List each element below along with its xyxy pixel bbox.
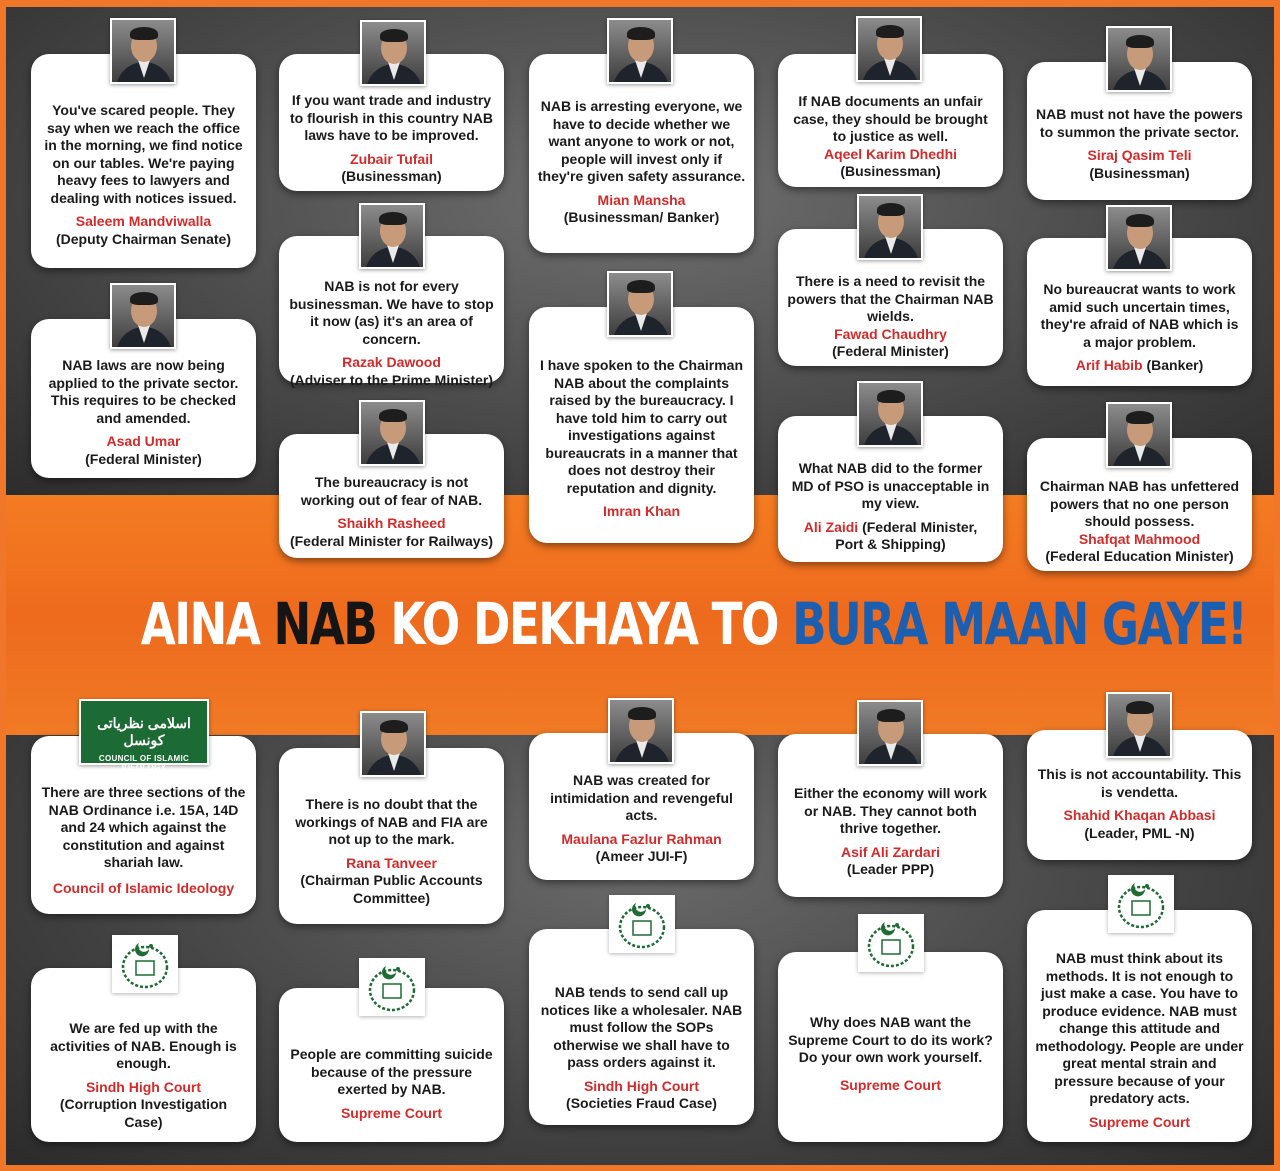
- headline: [140, 590, 1247, 658]
- speaker-name: Sindh High Court: [583, 1077, 700, 1094]
- speaker-role: (Federal Minister for Railways): [289, 532, 494, 549]
- quote-text: NAB laws are now being applied to the private sector. This requires to be checked and amended.: [48, 357, 239, 426]
- speaker-name: Supreme Court: [839, 1076, 942, 1093]
- headline-part-1: AINA: [140, 590, 274, 658]
- quote-text: This is not accountability. This is vendetta.: [1037, 766, 1242, 800]
- quote-text: What NAB did to the former MD of PSO is unacceptable in my view.: [791, 460, 990, 511]
- speaker-role: (Federal Minister,: [858, 518, 978, 535]
- quote-text: I have spoken to the Chairman NAB about the complaints raised by the bureaucracy. I have told him to carry out investigations against bureaucrats in a manner that does not destroy their reputation and dignity.: [539, 357, 744, 496]
- speaker-name: Supreme Court: [340, 1104, 443, 1121]
- portrait-chaudhry: [857, 194, 923, 260]
- portrait-dhedhi: [856, 16, 922, 82]
- headline-part-2: NAB: [273, 590, 377, 658]
- speaker-name: Siraj Qasim Teli: [1087, 147, 1192, 163]
- speaker-name: Saleem Mandviwalla: [75, 213, 212, 229]
- quote-text: NAB tends to send call up notices like a wholesaler. NAB must follow the SOPs otherwise we shall have to pass orders against it.: [540, 984, 743, 1070]
- quote-text: If you want trade and industry to flourish in this country NAB laws have to be improved.: [290, 92, 493, 143]
- quote-text: You've scared people. They say when we reach the office in the morning, we find notice on our tables. We're paying heavy fees to lawyers and dealing with notices issued.: [44, 102, 243, 206]
- speaker-role: (Federal Education Minister): [1045, 548, 1234, 564]
- headline-part-4: BURA MAAN GAYE!: [792, 590, 1247, 658]
- portrait-rasheed: [359, 400, 425, 466]
- quote-card-khan: [529, 307, 754, 543]
- portrait-umar: [110, 283, 176, 349]
- quote-text: NAB must think about its methods. It is not enough to just make a case. You have to produce evidence. NAB must change this attitude and methodology. People are under great mental strain and pressure because of your predatory acts.: [1035, 950, 1244, 1106]
- speaker-name: Council of Islamic Ideology: [52, 879, 235, 896]
- quote-text: NAB was created for intimidation and revengeful acts.: [550, 772, 733, 823]
- portrait-dawood: [359, 203, 425, 269]
- portrait-mandviwalla: [110, 18, 176, 84]
- court-seal-icon: [609, 895, 675, 953]
- portrait-tufail: [360, 20, 426, 86]
- council-of-islamic-ideology-logo: [79, 699, 209, 772]
- quote-card-sindh-high-court-2: [529, 929, 754, 1125]
- speaker-name: Asad Umar: [106, 433, 181, 449]
- speaker-name: Aqeel Karim Dhedhi: [823, 145, 958, 162]
- quote-card-sindh-high-court-1: [31, 968, 256, 1142]
- speaker-name: Razak Dawood: [342, 354, 441, 370]
- speaker-role: (Leader, PML -N): [1084, 824, 1195, 841]
- quote-text: Either the economy will work or NAB. They cannot both thrive together.: [794, 785, 987, 836]
- speaker-role: (Ameer JUI-F): [595, 848, 688, 864]
- speaker-name: Shafqat Mahmood: [1078, 530, 1201, 547]
- quote-card-mandviwalla: [31, 54, 256, 268]
- speaker-name: Asif Ali Zardari: [840, 843, 941, 860]
- speaker-role: (Corruption Investigation Case): [59, 1096, 228, 1130]
- quote-text: People are committing suicide because of the pressure exerted by NAB.: [290, 1046, 493, 1097]
- speaker-name: Shaikh Rasheed: [337, 515, 446, 531]
- logo-urdu: اسلامی نظریاتی کونسل: [97, 715, 191, 748]
- quote-text: The bureaucracy is not working out of fear of NAB.: [300, 474, 483, 508]
- speaker-name: Fawad Chaudhry: [834, 325, 947, 342]
- speaker-name: Rana Tanveer: [346, 854, 437, 871]
- portrait-teli: [1106, 26, 1172, 92]
- speaker-role: (Federal Minister): [832, 343, 949, 359]
- speaker-role: (Chairman Public Accounts Committee): [300, 872, 483, 906]
- speaker-name: Supreme Court: [1088, 1113, 1191, 1130]
- speaker-name: Ali Zaidi: [803, 518, 859, 535]
- portrait-zaidi: [857, 381, 923, 447]
- speaker-role: (Banker): [1142, 357, 1204, 373]
- speaker-name: Maulana Fazlur Rahman: [561, 830, 722, 847]
- speaker-role: (Federal Minister): [85, 450, 202, 467]
- quote-text: There is a need to revisit the powers that the Chairman NAB wields.: [787, 273, 994, 324]
- speaker-role: (Businessman): [1089, 164, 1190, 181]
- speaker-name: Imran Khan: [602, 503, 680, 519]
- quote-card-supreme-court-3: [1027, 910, 1252, 1142]
- court-seal-icon: [112, 935, 178, 993]
- speaker-name: Zubair Tufail: [350, 150, 433, 167]
- portrait-khan: [607, 271, 673, 337]
- portrait-abbasi: [1106, 692, 1172, 758]
- speaker-name: Mian Mansha: [597, 191, 686, 208]
- quote-text: NAB must not have the powers to summon the private sector.: [1036, 106, 1243, 140]
- portrait-fazl: [608, 698, 674, 764]
- speaker-role-line2: Port & Shipping): [835, 536, 946, 552]
- quote-text: There are three sections of the NAB Ordinance i.e. 15A, 14D and 24 which against the constitution and against shariah law.: [41, 784, 246, 870]
- portrait-tanveer: [360, 711, 426, 777]
- quote-text: Why does NAB want the Supreme Court to do its work? Do your own work yourself.: [788, 1014, 993, 1065]
- court-seal-icon: [858, 914, 924, 972]
- portrait-zardari: [857, 700, 923, 766]
- speaker-role: (Leader PPP): [846, 861, 935, 877]
- quote-text: If NAB documents an unfair case, they should be brought to justice as well.: [793, 93, 988, 144]
- portrait-mahmood: [1106, 402, 1172, 468]
- speaker-name-role: [1035, 357, 1244, 375]
- speaker-name: Sindh High Court: [85, 1078, 202, 1095]
- portrait-mansha: [607, 18, 673, 84]
- speaker-name: Arif Habib: [1075, 357, 1143, 373]
- speaker-role: (Businessman): [840, 163, 941, 179]
- quote-card-supreme-court-2: [778, 952, 1003, 1142]
- speaker-role: (Deputy Chairman Senate): [55, 230, 232, 247]
- quote-text: Chairman NAB has unfettered powers that no one person should possess.: [1039, 478, 1240, 529]
- court-seal-icon: [359, 958, 425, 1016]
- speaker-role: (Adviser to the Prime Minister): [289, 371, 494, 388]
- speaker-role: (Businessman): [341, 168, 442, 184]
- headline-part-3: KO DEKHAYA TO: [376, 590, 793, 658]
- quote-text: There is no doubt that the workings of NAB and FIA are not up to the mark.: [295, 796, 488, 847]
- speaker-name: Shahid Khaqan Abbasi: [1063, 807, 1216, 823]
- portrait-habib: [1106, 205, 1172, 271]
- quote-text: No bureaucrat wants to work amid such uncertain times, they're afraid of NAB which is a major problem.: [1040, 281, 1239, 350]
- speaker-role: (Businessman/ Banker): [563, 209, 720, 225]
- quote-text: We are fed up with the activities of NAB. Enough is enough.: [50, 1020, 237, 1071]
- quote-text: NAB is arresting everyone, we have to decide whether we want anyone to work or not, people will invest only if they're given safety assurance.: [537, 98, 746, 184]
- court-seal-icon: [1108, 875, 1174, 933]
- speaker-role: (Societies Fraud Case): [566, 1095, 717, 1111]
- logo-english: COUNCIL OF ISLAMIC IDEOLOGY: [98, 754, 190, 772]
- speaker-name-role: [786, 519, 995, 537]
- quote-text: NAB is not for every businessman. We have to stop it now (as) it's an area of concern.: [289, 278, 494, 347]
